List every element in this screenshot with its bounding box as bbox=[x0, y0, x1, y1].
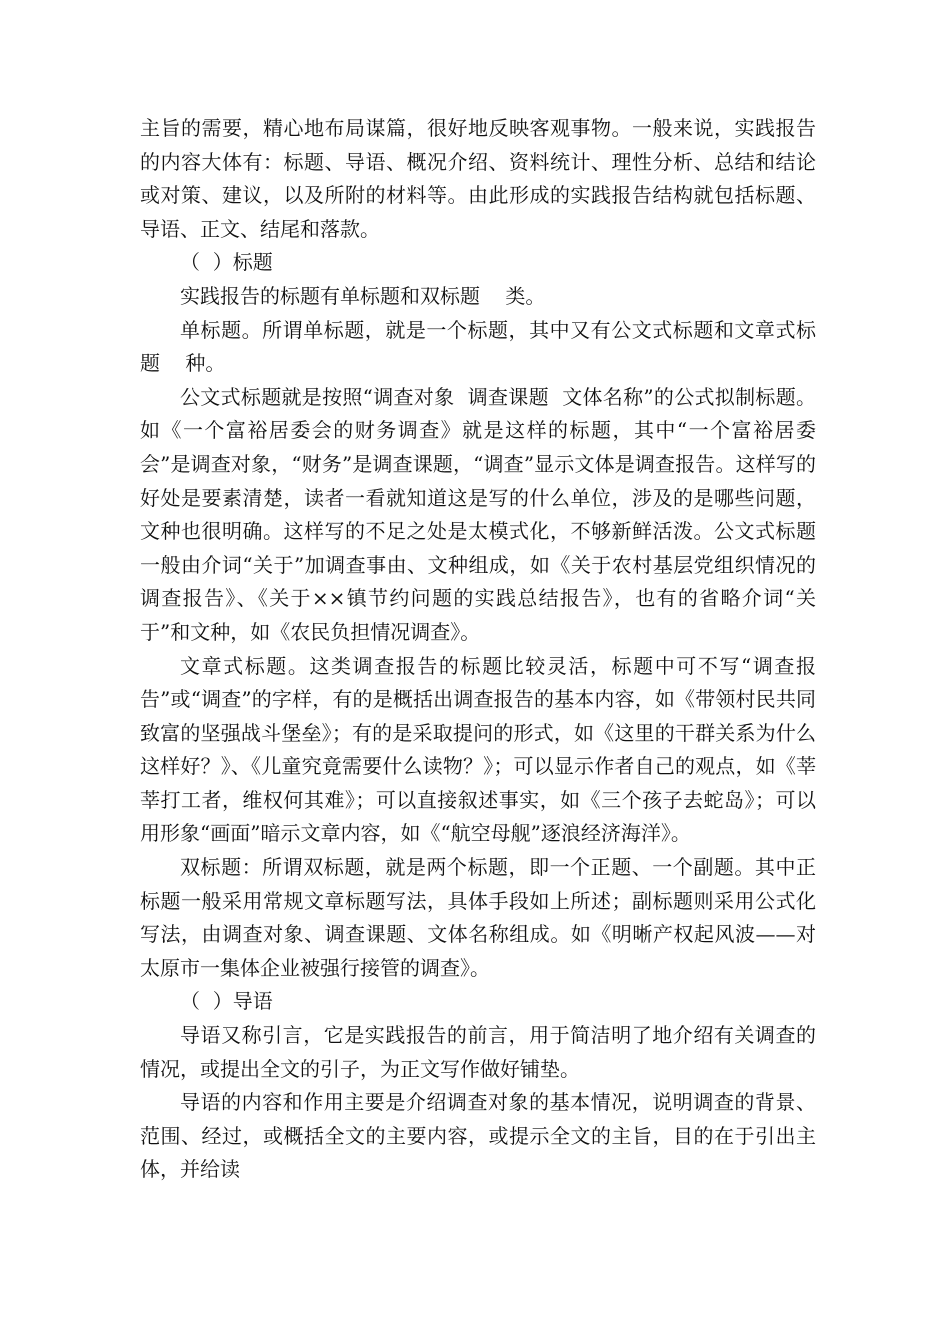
paragraph: 导语的内容和作用主要是介绍调查对象的基本情况，说明调查的背景、范围、经过，或概括全文的主要内容，或提示全文的主旨，目的在于引出主体，并给读 bbox=[140, 1090, 816, 1182]
paragraph: 公文式标题就是按照“调查对象 调查课题 文体名称”的公式拟制标题。如《一个富裕居委会的财务调查》就是这样的标题，其中“一个富裕居委会”是调查对象，“财务”是调查课题，“调查”显示文体是调查报告。这样写的好处是要素清楚，读者一看就知道这是写的什么单位，涉及的是哪些问题，文种也很明确。这样写的不足之处是太模式化，不够新鲜活泼。公文式标题一般由介词“关于”加调查事由、文种组成，如《关于农村基层党组织情况的调查报告》、《关于××镇节约问题的实践总结报告》，也有的省略介词“关于”和文种，如《农民负担情况调查》。 bbox=[140, 384, 816, 644]
document-page bbox=[140, 112, 816, 1187]
section-heading-title: （ ）标题 bbox=[180, 250, 273, 275]
paragraph: 导语又称引言，它是实践报告的前言，用于简洁明了地介绍有关调查的情况，或提出全文的引子，为正文写作做好铺垫。 bbox=[140, 1023, 816, 1081]
paragraph: 单标题。所谓单标题，就是一个标题，其中又有公文式标题和文章式标题 种。 bbox=[140, 317, 816, 376]
paragraph: 双标题：所谓双标题，就是两个标题，即一个正题、一个副题。其中正标题一般采用常规文章标题写法，具体手段如上所述；副标题则采用公式化写法，由调查对象、调查课题、文体名称组成。如《明晰产权起风波——对太原市一集体企业被强行接管的调查》。 bbox=[140, 855, 816, 980]
paragraph: 主旨的需要，精心地布局谋篇，很好地反映客观事物。一般来说，实践报告的内容大体有：标题、导语、概况介绍、资料统计、理性分析、总结和结论或对策、建议，以及所附的材料等。由此形成的实践报告结构就包括标题、导语、正文、结尾和落款。 bbox=[140, 116, 816, 241]
paragraph: 文章式标题。这类调查报告的标题比较灵活，标题中可不写“调查报告”或“调查”的字样，有的是概括出调查报告的基本内容，如《带领村民共同致富的坚强战斗堡垒》；有的是采取提问的形式，如《这里的干群关系为什么这样好？》、《儿童究竟需要什么读物？》；可以显示作者自己的观点，如《莘莘打工者，维权何其难》；可以直接叙述事实，如《三个孩子去蛇岛》；可以用形象“画面”暗示文章内容，如《“航空母舰”逐浪经济海洋》。 bbox=[140, 653, 816, 846]
section-heading-intro: （ ）导语 bbox=[180, 989, 273, 1014]
paragraph: 实践报告的标题有单标题和双标题 类。 bbox=[180, 283, 546, 308]
